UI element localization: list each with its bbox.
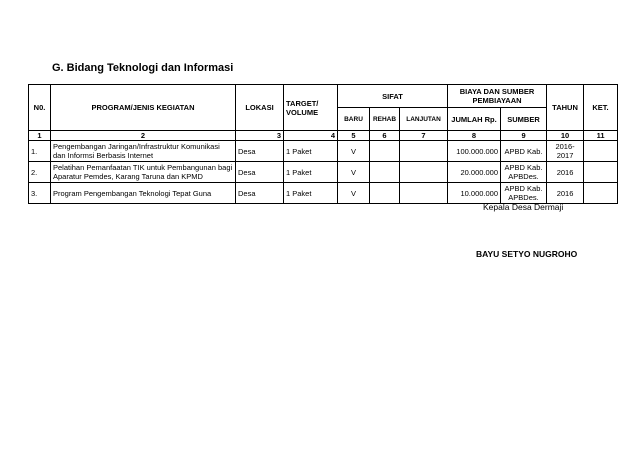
row-lanjutan-check — [400, 141, 448, 162]
row-lokasi: Desa — [236, 162, 284, 183]
column-number: 1 — [29, 131, 51, 141]
row-target: 1 Paket — [284, 183, 338, 204]
column-number: 7 — [400, 131, 448, 141]
signature-name: BAYU SETYO NUGROHO — [476, 249, 578, 259]
header-jumlah: JUMLAH Rp. — [448, 108, 501, 131]
column-number-row — [29, 131, 618, 141]
row-lokasi: Desa — [236, 183, 284, 204]
column-number: 10 — [547, 131, 584, 141]
row-sumber: APBD Kab. APBDes. — [501, 183, 547, 204]
row-lanjutan-check — [400, 183, 448, 204]
row-baru-check: V — [338, 183, 370, 204]
column-number: 6 — [370, 131, 400, 141]
row-no: 3. — [29, 183, 51, 204]
row-no: 2. — [29, 162, 51, 183]
row-program: Pelatihan Pemanfaatan TIK untuk Pembangunan bagi Aparatur Pemdes, Karang Taruna dan KPMD — [51, 162, 236, 183]
column-number: 4 — [284, 131, 338, 141]
column-number: 5 — [338, 131, 370, 141]
table-row — [29, 162, 618, 183]
column-number: 3 — [236, 131, 284, 141]
header-biaya: BIAYA DAN SUMBER PEMBIAYAAN — [448, 85, 547, 108]
header-target: TARGET/ VOLUME — [284, 85, 338, 131]
row-ket — [584, 183, 618, 204]
program-table — [28, 84, 618, 204]
column-number: 11 — [584, 131, 618, 141]
header-tahun: TAHUN — [547, 85, 584, 131]
row-tahun: 2016-2017 — [547, 141, 584, 162]
row-target: 1 Paket — [284, 141, 338, 162]
row-jumlah: 20.000.000 — [448, 162, 501, 183]
header-lokasi: LOKASI — [236, 85, 284, 131]
column-number: 9 — [501, 131, 547, 141]
row-lokasi: Desa — [236, 141, 284, 162]
signature-title: Kepala Desa Dermaji — [483, 202, 564, 212]
row-tahun: 2016 — [547, 162, 584, 183]
row-baru-check: V — [338, 141, 370, 162]
section-title: G. Bidang Teknologi dan Informasi — [52, 62, 234, 74]
row-target: 1 Paket — [284, 162, 338, 183]
row-sumber: APBD Kab. APBDes. — [501, 162, 547, 183]
header-baru: BARU — [338, 108, 370, 131]
column-number: 2 — [51, 131, 236, 141]
row-ket — [584, 141, 618, 162]
header-program: PROGRAM/JENIS KEGIATAN — [51, 85, 236, 131]
header-sumber: SUMBER — [501, 108, 547, 131]
row-sumber: APBD Kab. — [501, 141, 547, 162]
row-program: Pengembangan Jaringan/Infrastruktur Komunikasi dan Informsi Berbasis Internet — [51, 141, 236, 162]
row-baru-check: V — [338, 162, 370, 183]
row-ket — [584, 162, 618, 183]
row-rehab-check — [370, 141, 400, 162]
row-rehab-check — [370, 162, 400, 183]
table-row — [29, 183, 618, 204]
row-jumlah: 100.000.000 — [448, 141, 501, 162]
row-lanjutan-check — [400, 162, 448, 183]
header-no: N0. — [29, 85, 51, 131]
row-jumlah: 10.000.000 — [448, 183, 501, 204]
row-tahun: 2016 — [547, 183, 584, 204]
header-rehab: REHAB — [370, 108, 400, 131]
header-sifat: SIFAT — [338, 85, 448, 108]
row-rehab-check — [370, 183, 400, 204]
row-program: Program Pengembangan Teknologi Tepat Guna — [51, 183, 236, 204]
header-ket: KET. — [584, 85, 618, 131]
column-number: 8 — [448, 131, 501, 141]
header-lanjutan: LANJUTAN — [400, 108, 448, 131]
table-row — [29, 141, 618, 162]
row-no: 1. — [29, 141, 51, 162]
